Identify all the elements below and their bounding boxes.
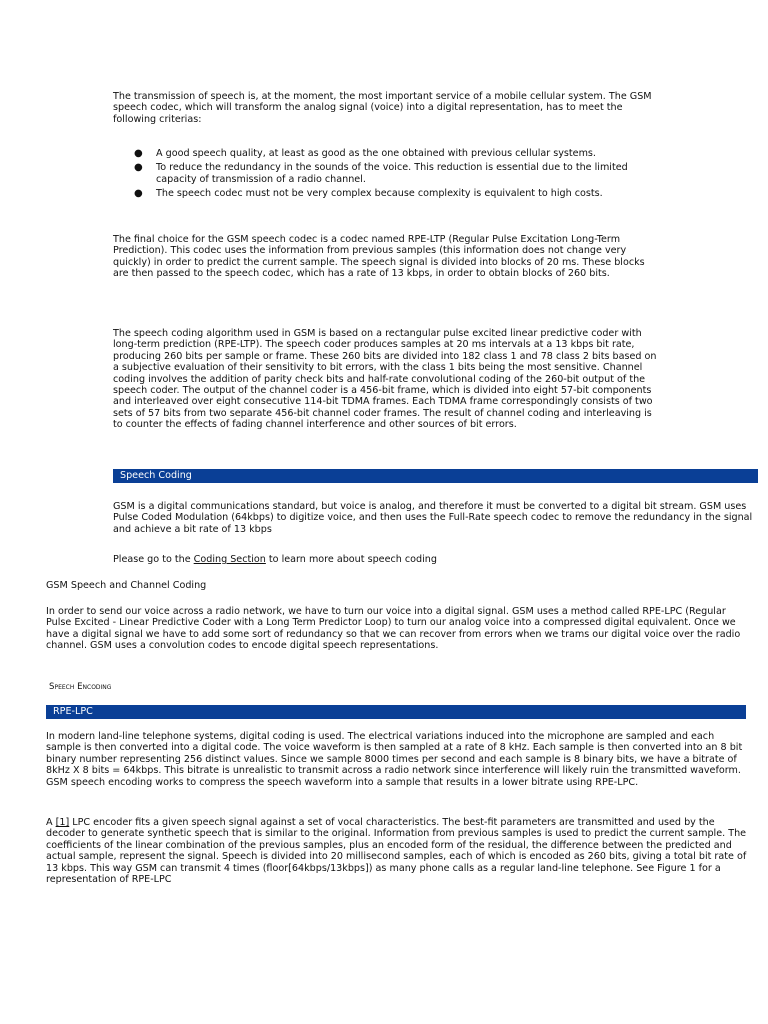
lpc-paragraph: A [1] LPC encoder fits a given speech signal against a set of vocal characteristics. The best-fit parameters are transmitted and used by the decoder to generate synthetic speech that is similar to the original. Information from previous samples is used to predict the current sample. The coefficients of the linear combination of the previous samples, plus an encoded form of the residual, the difference between the predicted and actual sample, represent the signal. Speech is divided into 20 millisecond samples, each of which is encoded as 260 bits, giving a total bit rate of 13 kbps. This way GSM can transmit 4 times (floor[64kbps/13kbps]) as many phone calls as a regular land-line telephone. See Figure 1 for a representation of RPE-LPC — [46, 817, 747, 886]
bullet-icon: ● — [134, 148, 143, 159]
choice-paragraph: The final choice for the GSM speech codec is a codec named RPE-LTP (Regular Pulse Excitation Long-Term Prediction). This codec uses the information from previous samples (this information does not change very quickly) in order to predict the current sample. The speech signal is divided into blocks of 20 ms. These blocks are then passed to the speech codec, which has a rate of 13 kbps, in order to obtain blocks of 260 bits. — [113, 234, 645, 280]
channel-paragraph: In order to send our voice across a radio network, we have to turn our voice into a digital signal. GSM uses a method called RPE-LPC (Regular Pulse Excited - Linear Predictive Coder with a Long Term Predictor Loop) to turn our analog voice into a compressed digital equivalent. Once we have a digital signal we have to add some sort of redundancy so that we can recover from errors when we trams our digital voice over the radio channel. GSM uses a convolution codes to encode digital speech representations. — [46, 606, 741, 652]
rpe-lpc-bar: RPE-LPC — [46, 705, 746, 719]
coding-section-link[interactable]: Coding Section — [193, 554, 266, 565]
bullet-icon: ● — [134, 188, 143, 200]
speech-coding-bar: Speech Coding — [113, 469, 758, 483]
intro-paragraph: The transmission of speech is, at the moment, the most important service of a mobile cellular system. The GSM speech codec, which will transform the analog signal (voice) into a digital representation, has to meet the following criterias: — [113, 91, 652, 125]
channel-coding-heading: GSM Speech and Channel Coding — [46, 580, 207, 591]
goto-coding-line: Please go to the Coding Section to learn more about speech coding — [113, 554, 437, 565]
speech-encoding-heading: Speech Encoding — [49, 682, 112, 692]
landline-paragraph: In modern land-line telephone systems, digital coding is used. The electrical variations induced into the microphone are sampled and each sample is then converted into a digital code. The voice waveform is then sampled at a rate of 8 kHz. Each sample is then converted into an 8 bit binary number representing 256 distinct values. Since we sample 8000 times per second and each sample is 8 binary bits, we have a bitrate of 8kHz X 8 bits = 64kbps. This bitrate is unrealistic to transmit across a radio network since interference will likely ruin the transmitted waveform. GSM speech encoding works to compress the speech waveform into a sample that results in a lower bitrate using RPE-LPC. — [46, 731, 743, 788]
list-item: ● The speech codec must not be very complex because complexity is equivalent to high costs. — [134, 188, 603, 200]
algorithm-paragraph: The speech coding algorithm used in GSM is based on a rectangular pulse excited linear predictive coder with long-term prediction (RPE-LTP). The speech coder produces samples at 20 ms intervals at a 13 kbps bit rate, producing 260 bits per sample or frame. These 260 bits are divided into 182 class 1 and 78 class 2 bits based on a subjective evaluation of their sensitivity to bit errors, with the class 1 bits being the most sensitive. Channel coding involves the addition of parity check bits and half-rate convolutional coding of the 260-bit output of the speech coder. The output of the channel coder is a 456-bit frame, which is divided into eight 57-bit components and interleaved over eight consecutive 114-bit TDMA frames. Each TDMA frame correspondingly consists of two sets of 57 bits from two separate 456-bit channel coder frames. The result of channel coding and interleaving is to counter the effects of fading channel interference and other sources of bit errors. — [113, 328, 657, 431]
list-item: ● A good speech quality, at least as good as the one obtained with previous cellular systems. — [134, 148, 596, 159]
list-item: ● To reduce the redundancy in the sounds of the voice. This reduction is essential due to the limited capacity of transmission of a radio channel. — [134, 162, 628, 185]
reference-link[interactable]: [1] — [55, 817, 70, 828]
gsm-paragraph: GSM is a digital communications standard, but voice is analog, and therefore it must be converted to a digital bit stream. GSM uses Pulse Coded Modulation (64kbps) to digitize voice, and then uses the Full-Rate speech codec to remove the redundancy in the signal and achieve a bit rate of 13 kbps — [113, 501, 753, 535]
bullet-icon: ● — [134, 162, 143, 174]
criteria-list — [113, 148, 661, 203]
